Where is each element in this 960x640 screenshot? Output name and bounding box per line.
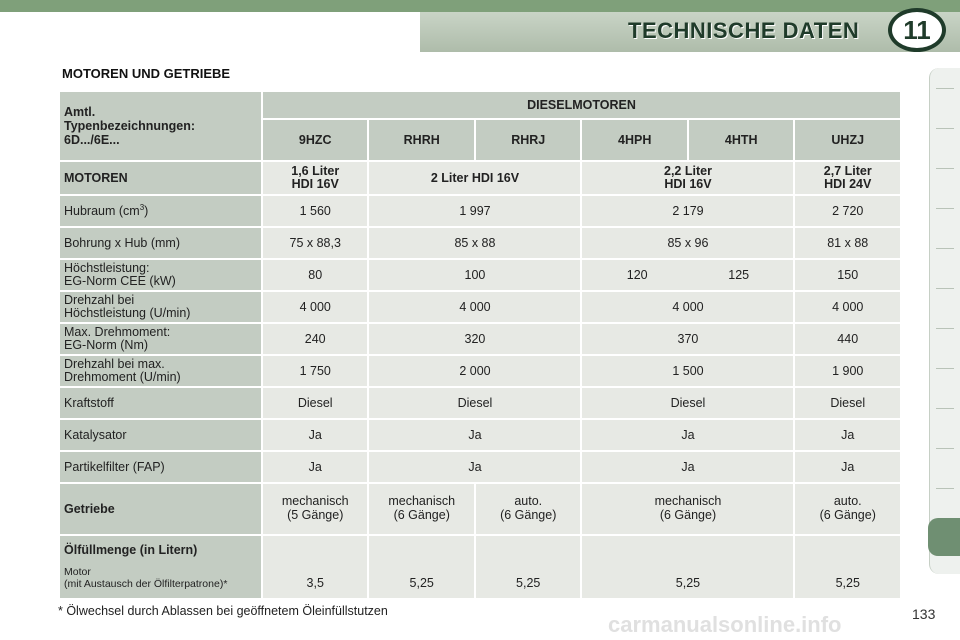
footnote: * Ölwechsel durch Ablassen bei geöffnetem Öleinfüllstutzen [58,604,388,618]
hubraum-cell: 1 997 [369,196,580,226]
getriebe-cell: mechanisch (6 Gänge) [582,484,793,534]
oel-cell: 5,25 [369,536,474,598]
diesel-engines-header: DIESELMOTOREN [263,92,900,118]
hubraum-label-end: ) [144,204,149,219]
drehmoment-cell: 370 [582,324,793,354]
drehzahl-cell: 4 000 [369,292,580,322]
bohrung-cell: 85 x 88 [369,228,580,258]
row-label-drehzahl-drehmoment: Drehzahl bei max. Drehmoment (U/min) [60,356,261,386]
active-chapter-tab[interactable] [928,518,960,556]
getriebe-cell: mechanisch (6 Gänge) [369,484,474,534]
oel-sublabel: Motor (mit Austausch der Ölfilterpatrone)* [64,566,228,590]
drehmoment-cell: 240 [263,324,368,354]
leistung-cell-dual [582,260,793,290]
kraftstoff-cell: Diesel [795,388,900,418]
bohrung-cell: 81 x 88 [795,228,900,258]
partikelfilter-cell: Ja [795,452,900,482]
row-label-bohrung: Bohrung x Hub (mm) [60,228,261,258]
hubraum-label-text: Hubraum (cm [64,204,140,219]
engine-code: RHRH [369,120,474,160]
katalysator-cell: Ja [369,420,580,450]
row-label-leistung: Höchstleistung: EG-Norm CEE (kW) [60,260,261,290]
tab-divider [936,448,954,449]
engine-code: 4HTH [689,120,794,160]
motor-cell: 2,7 Liter HDI 24V [795,162,900,194]
drehzahl-cell: 4 000 [582,292,793,322]
engine-code: RHRJ [476,120,581,160]
motor-cell: 1,6 Liter HDI 16V [263,162,368,194]
oel-label: Ölfüllmenge (in Litern) [64,543,198,558]
katalysator-cell: Ja [263,420,368,450]
row-label-drehzahl: Drehzahl bei Höchstleistung (U/min) [60,292,261,322]
hubraum-cell: 2 720 [795,196,900,226]
drehzahl-cell: 4 000 [263,292,368,322]
row-label-partikelfilter: Partikelfilter (FAP) [60,452,261,482]
leistung-cell: 150 [795,260,900,290]
tab-divider [936,248,954,249]
oel-cell: 5,25 [582,536,793,598]
motor-cell: 2,2 Liter HDI 16V [582,162,793,194]
tab-divider [936,408,954,409]
engine-code: 4HPH [582,120,687,160]
drehzahl-cell: 4 000 [795,292,900,322]
watermark: carmanualsonline.info [608,612,842,637]
row-label-hubraum [60,196,261,226]
drehzahl-dm-cell: 1 900 [795,356,900,386]
partikelfilter-cell: Ja [263,452,368,482]
engine-code: UHZJ [795,120,900,160]
tab-divider [936,208,954,209]
page-header-title: TECHNISCHE DATEN [628,18,860,43]
kraftstoff-cell: Diesel [582,388,793,418]
row-label-oelfuellmenge [60,536,261,598]
row-label-motoren: MOTOREN [60,162,261,194]
bohrung-cell: 75 x 88,3 [263,228,368,258]
tab-divider [936,288,954,289]
tab-divider [936,488,954,489]
drehmoment-cell: 440 [795,324,900,354]
getriebe-cell: auto. (6 Gänge) [795,484,900,534]
row-label-drehmoment: Max. Drehmoment: EG-Norm (Nm) [60,324,261,354]
row-label-getriebe: Getriebe [60,484,261,534]
drehmoment-cell: 320 [369,324,580,354]
page-number: 133 [912,606,936,622]
hubraum-cell: 2 179 [582,196,793,226]
hubraum-cell: 1 560 [263,196,368,226]
oel-cell: 5,25 [795,536,900,598]
partikelfilter-cell: Ja [582,452,793,482]
tab-divider [936,128,954,129]
oel-cell: 3,5 [263,536,368,598]
hubraum-label-sup: 3 [139,203,145,213]
leistung-value: 120 [626,268,648,282]
top-bar [0,0,960,12]
kraftstoff-cell: Diesel [369,388,580,418]
bohrung-cell: 85 x 96 [582,228,793,258]
tab-divider [936,328,954,329]
kraftstoff-cell: Diesel [263,388,368,418]
leistung-cell: 80 [263,260,368,290]
katalysator-cell: Ja [582,420,793,450]
motor-cell: 2 Liter HDI 16V [369,162,580,194]
engine-code: 9HZC [263,120,368,160]
engine-spec-table [58,90,902,600]
tab-divider [936,368,954,369]
getriebe-cell: auto. (6 Gänge) [476,484,581,534]
row-label-katalysator: Katalysator [60,420,261,450]
leistung-value: 125 [728,268,750,282]
oel-cell: 5,25 [476,536,581,598]
type-designation-header: Amtl. Typenbezeichnungen: 6D.../6E... [60,92,261,160]
chapter-number-badge: 11 [888,8,946,52]
drehzahl-dm-cell: 1 500 [582,356,793,386]
getriebe-cell: mechanisch (5 Gänge) [263,484,368,534]
section-title: MOTOREN UND GETRIEBE [62,66,231,81]
tab-divider [936,168,954,169]
tab-divider [936,88,954,89]
leistung-cell: 100 [369,260,580,290]
chapter-tabs [929,68,960,574]
katalysator-cell: Ja [795,420,900,450]
drehzahl-dm-cell: 2 000 [369,356,580,386]
drehzahl-dm-cell: 1 750 [263,356,368,386]
row-label-kraftstoff: Kraftstoff [60,388,261,418]
partikelfilter-cell: Ja [369,452,580,482]
